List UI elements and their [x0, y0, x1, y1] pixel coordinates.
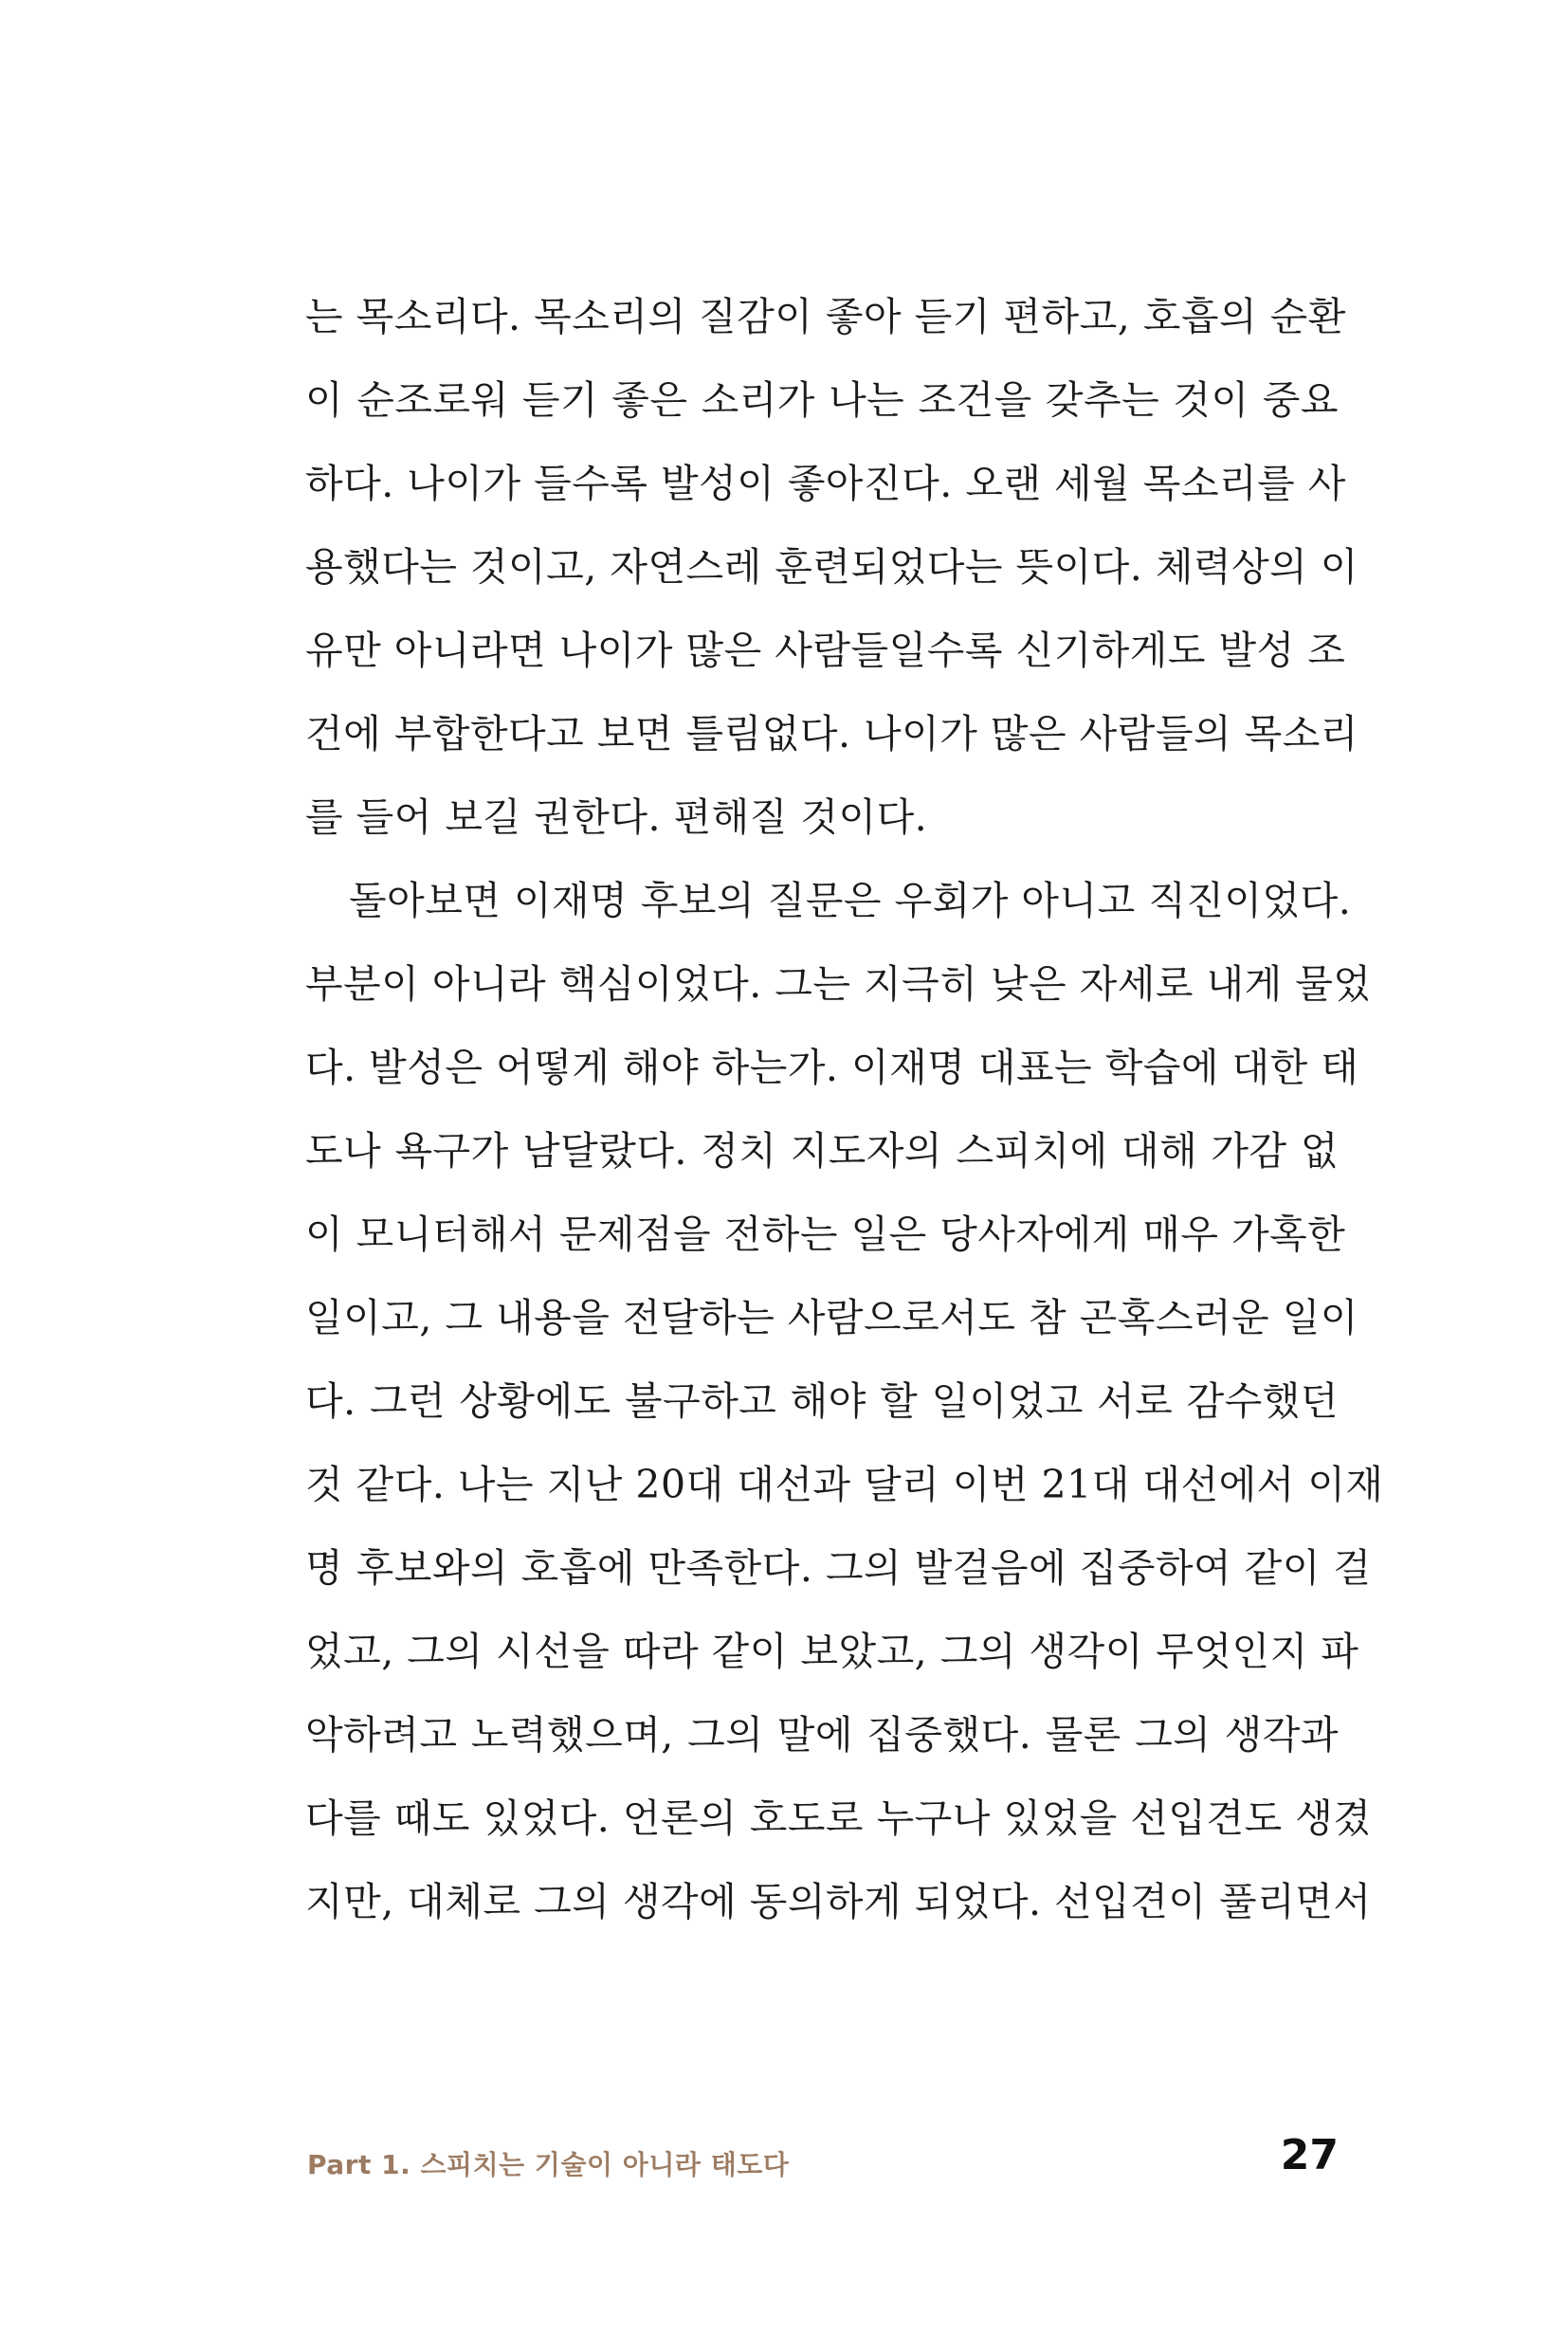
- text-line: 다를 때도 있었다. 언론의 호도로 누구나 있었을 선입견도 생겼: [305, 1795, 1372, 1841]
- text-line: 부분이 아니라 핵심이었다. 그는 지극히 낮은 자세로 내게 물었: [305, 961, 1372, 1007]
- running-title: Part 1. 스피치는 기술이 아니라 태도다: [307, 2149, 790, 2180]
- text-line: 하다. 나이가 들수록 발성이 좋아진다. 오랜 세월 목소리를 사: [305, 461, 1346, 506]
- text-line: 었고, 그의 시선을 따라 같이 보았고, 그의 생각이 무엇인지 파: [305, 1629, 1359, 1674]
- text-line: 것 같다. 나는 지난 20대 대선과 달리 이번 21대 대선에서 이재: [305, 1462, 1384, 1507]
- body-text: [305, 275, 1384, 1943]
- text-line: 명 후보와의 호흡에 만족한다. 그의 발걸음에 집중하여 같이 걸: [305, 1545, 1372, 1591]
- text-line: 일이고, 그 내용을 전달하는 사람으로서도 참 곤혹스러운 일이: [305, 1295, 1358, 1340]
- text-line: 돌아보면 이재명 후보의 질문은 우회가 아니고 직진이었다.: [349, 878, 1352, 923]
- text-line: 용했다는 것이고, 자연스레 훈련되었다는 뜻이다. 체력상의 이: [305, 544, 1358, 590]
- text-line: 를 들어 보길 권한다. 편해질 것이다.: [305, 794, 928, 840]
- page-number: 27: [1280, 2131, 1339, 2179]
- text-line: 유만 아니라면 나이가 많은 사람들일수록 신기하게도 발성 조: [305, 628, 1346, 673]
- text-line: 지만, 대체로 그의 생각에 동의하게 되었다. 선입견이 풀리면서: [305, 1879, 1372, 1924]
- text-line: 이 순조로워 듣기 좋은 소리가 나는 조건을 갖추는 것이 중요: [305, 377, 1339, 423]
- text-line: 는 목소리다. 목소리의 질감이 좋아 듣기 편하고, 호흡의 순환: [305, 294, 1346, 339]
- text-line: 이 모니터해서 문제점을 전하는 일은 당사자에게 매우 가혹한: [305, 1212, 1346, 1257]
- text-line: 악하려고 노력했으며, 그의 말에 집중했다. 물론 그의 생각과: [305, 1712, 1339, 1758]
- text-line: 다. 그런 상황에도 불구하고 해야 할 일이었고 서로 감수했던: [305, 1378, 1339, 1424]
- text-line: 도나 욕구가 남달랐다. 정치 지도자의 스피치에 대해 가감 없: [305, 1128, 1339, 1174]
- text-line: 다. 발성은 어떻게 해야 하는가. 이재명 대표는 학습에 대한 태: [305, 1045, 1359, 1090]
- text-line: 건에 부합한다고 보면 틀림없다. 나이가 많은 사람들의 목소리: [305, 711, 1358, 756]
